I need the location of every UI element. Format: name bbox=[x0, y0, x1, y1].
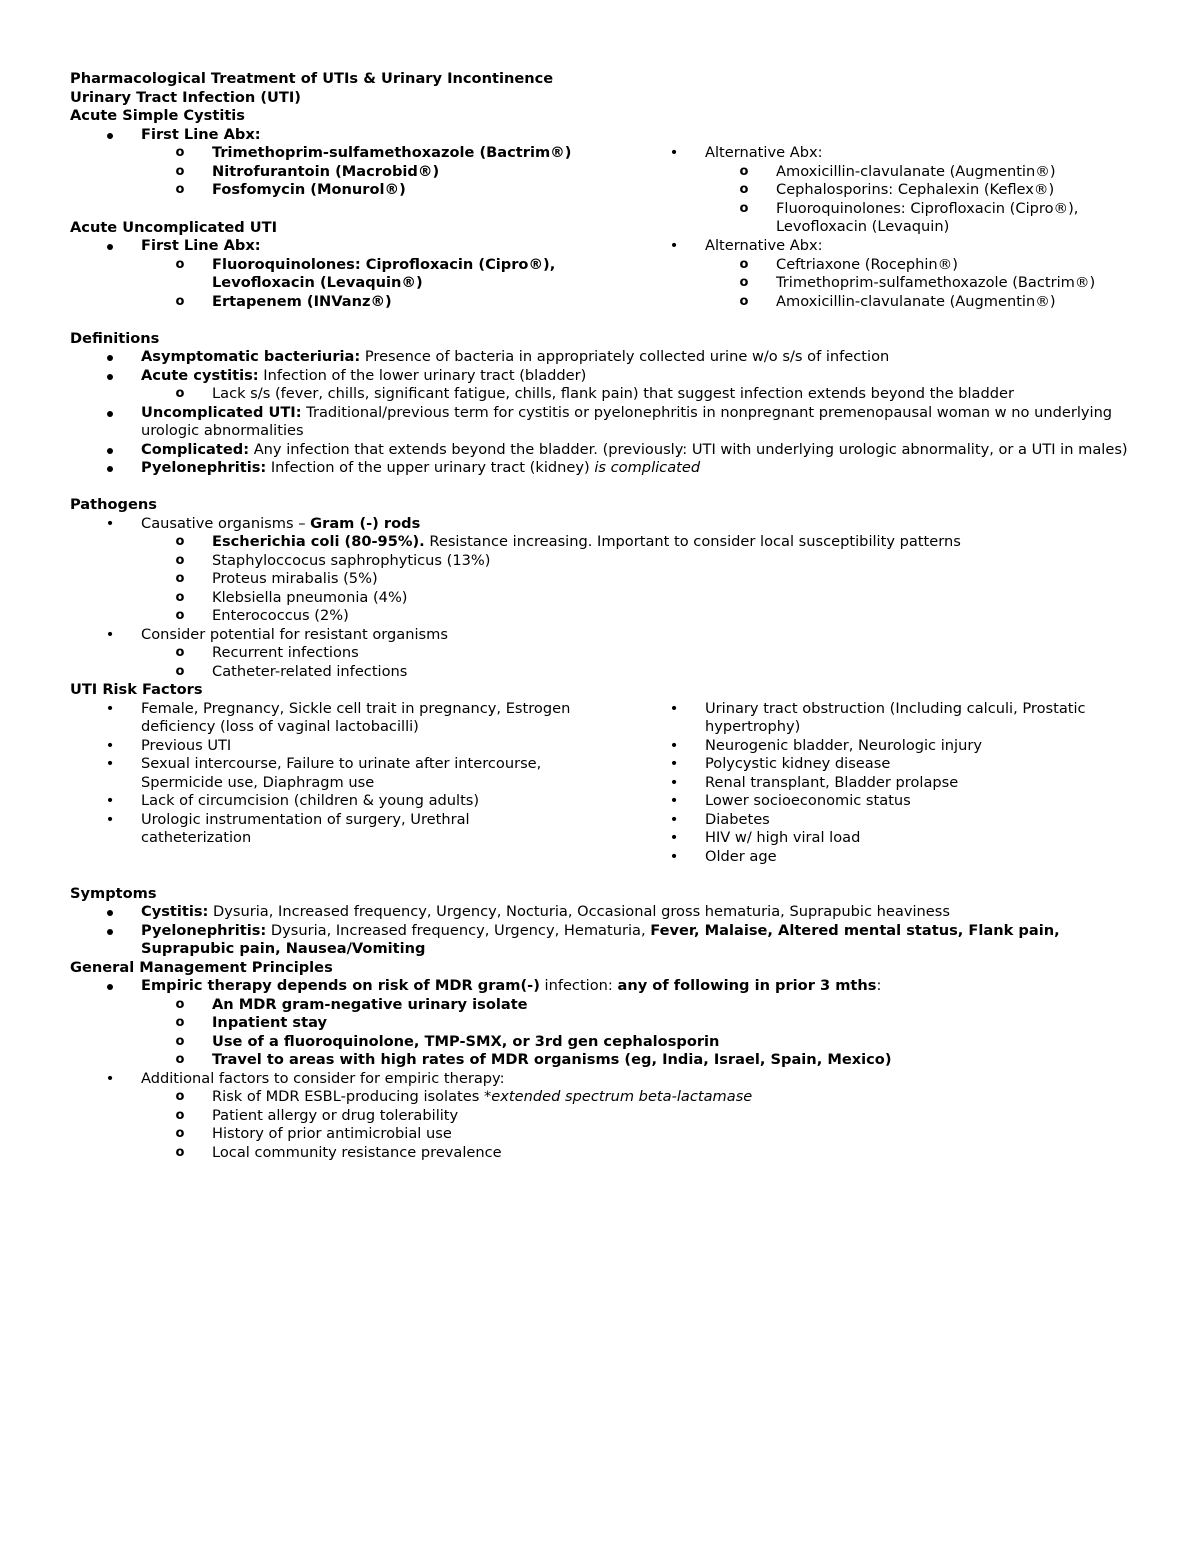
bullet-icon: • bbox=[669, 773, 679, 791]
bullet-icon bbox=[104, 903, 116, 922]
sub-bullet-icon: o bbox=[175, 1015, 185, 1030]
list-item: o History of prior antimicrobial use bbox=[175, 1125, 452, 1142]
definitions-list bbox=[70, 348, 1130, 478]
list-item: • Previous UTI bbox=[105, 736, 232, 754]
list-item: o Klebsiella pneumonia (4%) bbox=[175, 588, 408, 606]
management-list bbox=[70, 977, 1130, 1162]
list-item: o Risk of MDR ESBL-producing isolates *extended spectrum beta-lactamase bbox=[175, 1088, 753, 1105]
list-item: Cystitis: Dysuria, Increased frequency, Urgency, Nocturia, Occasional gross hematuria, Suprapubic heaviness bbox=[70, 903, 1130, 922]
list-item: o Ceftriaxone (Rocephin®) bbox=[739, 255, 958, 273]
list-item: • Urinary tract obstruction (Including calculi, Prostatic hypertrophy) bbox=[669, 699, 1086, 735]
list-item: o Recurrent infections bbox=[175, 644, 359, 661]
sub-bullet-icon: o bbox=[739, 293, 749, 309]
bullet-icon: • bbox=[105, 736, 115, 754]
list-item: o Trimethoprim-sulfamethoxazole (Bactrim®) bbox=[739, 274, 1096, 291]
management-heading: General Management Principles bbox=[70, 958, 333, 976]
list-item: o Enterococcus (2%) bbox=[175, 607, 349, 624]
list-item: • Lack of circumcision (children & young adults) bbox=[105, 792, 480, 809]
risk-factors-heading: UTI Risk Factors bbox=[70, 681, 203, 698]
bullet-icon: • bbox=[669, 810, 679, 828]
sub-bullet-icon: o bbox=[739, 275, 749, 290]
bullet-icon bbox=[104, 441, 116, 460]
simple-cystitis-alternative bbox=[634, 126, 1130, 237]
list-item: o Local community resistance prevalence bbox=[175, 1143, 502, 1161]
list-item: Uncomplicated UTI: Traditional/previous term for cystitis or pyelonephritis in nonpregnant premenopausal woman w no underlying urologic abnormalities bbox=[70, 404, 1130, 441]
list-item: o Use of a fluoroquinolone, TMP-SMX, or 3rd gen cephalosporin bbox=[175, 1032, 720, 1050]
bullet-icon: • bbox=[669, 829, 679, 846]
bullet-icon bbox=[104, 348, 116, 367]
list-item: • HIV w/ high viral load bbox=[669, 829, 861, 846]
list-item: Pyelonephritis: Infection of the upper urinary tract (kidney) is complicated bbox=[70, 459, 1130, 478]
uti-heading: Urinary Tract Infection (UTI) bbox=[70, 88, 301, 106]
list-item: • Diabetes bbox=[669, 810, 770, 828]
document-page bbox=[70, 70, 1130, 1162]
bullet-icon bbox=[104, 977, 116, 996]
list-item: o Trimethoprim-sulfamethoxazole (Bactrim®) bbox=[175, 144, 572, 161]
sub-bullet-icon: o bbox=[175, 1144, 185, 1160]
sub-bullet-icon: o bbox=[175, 145, 185, 160]
symptoms-heading: Symptoms bbox=[70, 884, 157, 902]
list-item: o Catheter-related infections bbox=[175, 662, 408, 680]
sub-bullet-icon: o bbox=[739, 200, 749, 216]
bullet-icon bbox=[104, 459, 116, 478]
pathogens-heading: Pathogens bbox=[70, 496, 157, 513]
list-item: • Urologic instrumentation of surgery, Urethral catheterization bbox=[105, 810, 470, 846]
sub-bullet-icon: o bbox=[175, 182, 185, 197]
list-item: o Fosfomycin (Monurol®) bbox=[175, 181, 406, 198]
sub-bullet-icon: o bbox=[175, 645, 185, 660]
bullet-icon: • bbox=[669, 144, 679, 161]
risk-factors-right bbox=[634, 700, 1130, 867]
uncomplicated-columns bbox=[70, 237, 1130, 311]
bullet-icon: • bbox=[105, 514, 115, 532]
list-item: Acute cystitis: Infection of the lower urinary tract (bladder) bbox=[70, 367, 1130, 386]
list-item: Empiric therapy depends on risk of MDR gram(-) infection: any of following in prior 3 mths: bbox=[70, 977, 1130, 996]
sub-bullet-icon: o bbox=[175, 552, 185, 568]
sub-bullet-icon: o bbox=[175, 1126, 185, 1141]
list-item: o Escherichia coli (80-95%). Resistance increasing. Important to consider local susceptibility patterns bbox=[175, 533, 961, 550]
list-item: First Line Abx: bbox=[70, 126, 634, 145]
list-item: • Polycystic kidney disease bbox=[669, 755, 891, 772]
list-item: o Fluoroquinolones: Ciprofloxacin (Cipro®), Levofloxacin (Levaquin®) bbox=[175, 255, 556, 291]
list-item: o Patient allergy or drug tolerability bbox=[175, 1106, 459, 1124]
list-item: • Sexual intercourse, Failure to urinate after intercourse, Spermicide use, Diaphragm use bbox=[105, 755, 542, 791]
document-title: Pharmacological Treatment of UTIs & Urinary Incontinence bbox=[70, 70, 554, 87]
list-item: • Consider potential for resistant organisms bbox=[105, 625, 448, 643]
symptoms-list bbox=[70, 903, 1130, 959]
sub-bullet-icon: o bbox=[175, 1052, 185, 1067]
list-item: • Female, Pregnancy, Sickle cell trait in pregnancy, Estrogen deficiency (loss of vaginal lactobacilli) bbox=[105, 699, 571, 735]
sub-bullet-icon: o bbox=[175, 293, 185, 309]
sub-bullet-icon: o bbox=[175, 163, 185, 179]
list-item: o Fluoroquinolones: Ciprofloxacin (Cipro®), Levofloxacin (Levaquin) bbox=[739, 199, 1079, 235]
list-item: • Additional factors to consider for empiric therapy: bbox=[105, 1069, 505, 1087]
sub-bullet-icon: o bbox=[175, 996, 185, 1012]
list-item: o Staphyloccocus saphrophyticus (13%) bbox=[175, 551, 491, 569]
list-item: o An MDR gram-negative urinary isolate bbox=[175, 995, 528, 1013]
sub-bullet-icon: o bbox=[175, 1033, 185, 1049]
sub-bullet-icon: o bbox=[175, 608, 185, 623]
simple-cystitis-heading: Acute Simple Cystitis bbox=[70, 107, 245, 124]
list-item: • Neurogenic bladder, Neurologic injury bbox=[669, 736, 982, 754]
uncomplicated-alternative bbox=[634, 237, 1130, 311]
sub-bullet-icon: o bbox=[175, 1107, 185, 1123]
list-item: o Amoxicillin-clavulanate (Augmentin®) bbox=[739, 162, 1056, 180]
sub-bullet-icon: o bbox=[175, 589, 185, 605]
list-item: o Cephalosporins: Cephalexin (Keflex®) bbox=[739, 181, 1055, 198]
bullet-icon: • bbox=[669, 755, 679, 772]
list-item: o Ertapenem (INVanz®) bbox=[175, 292, 392, 310]
bullet-icon bbox=[104, 922, 116, 941]
bullet-icon: • bbox=[669, 736, 679, 754]
bullet-icon: • bbox=[105, 810, 115, 828]
bullet-icon bbox=[104, 237, 116, 256]
uncomplicated-heading: Acute Uncomplicated UTI bbox=[70, 218, 277, 236]
sub-bullet-icon: o bbox=[175, 1089, 185, 1104]
list-item: o Travel to areas with high rates of MDR organisms (eg, India, Israel, Spain, Mexico) bbox=[175, 1051, 892, 1068]
bullet-icon bbox=[104, 367, 116, 386]
bullet-icon: • bbox=[105, 625, 115, 643]
sub-bullet-icon: o bbox=[175, 571, 185, 586]
pathogens-list bbox=[70, 515, 1130, 682]
bullet-icon: • bbox=[669, 792, 679, 809]
bullet-icon: • bbox=[669, 847, 679, 865]
bullet-icon bbox=[104, 404, 116, 423]
list-item: • Older age bbox=[669, 847, 777, 865]
bullet-icon: • bbox=[105, 1069, 115, 1087]
list-item: First Line Abx: bbox=[70, 237, 634, 256]
sub-bullet-icon: o bbox=[739, 182, 749, 197]
list-item: • Causative organisms – Gram (-) rods bbox=[105, 514, 421, 532]
list-item: o Amoxicillin-clavulanate (Augmentin®) bbox=[739, 292, 1056, 310]
sub-bullet-icon: o bbox=[175, 256, 185, 272]
list-item: Complicated: Any infection that extends beyond the bladder. (previously: UTI with underlying urologic abnormality, or a UTI in males) bbox=[70, 441, 1130, 460]
bullet-icon: • bbox=[105, 792, 115, 809]
list-item: o Inpatient stay bbox=[175, 1014, 328, 1031]
list-item: o Proteus mirabalis (5%) bbox=[175, 570, 378, 587]
sub-bullet-icon: o bbox=[175, 534, 185, 549]
sub-bullet-icon: o bbox=[175, 663, 185, 679]
sub-bullet-icon: o bbox=[739, 163, 749, 179]
list-item: • Alternative Abx: bbox=[669, 237, 823, 254]
list-item: • Lower socioeconomic status bbox=[669, 792, 911, 809]
list-item: o Nitrofurantoin (Macrobid®) bbox=[175, 162, 440, 180]
bullet-icon: • bbox=[669, 237, 679, 254]
list-item: • Renal transplant, Bladder prolapse bbox=[669, 773, 959, 791]
list-item: • Alternative Abx: bbox=[669, 144, 823, 161]
bullet-icon bbox=[104, 126, 116, 145]
risk-factors-columns bbox=[70, 700, 1130, 867]
list-item: o Lack s/s (fever, chills, significant fatigue, chills, flank pain) that suggest infection extends beyond the bladder bbox=[175, 385, 1014, 402]
risk-factors-left bbox=[70, 700, 634, 867]
definitions-heading: Definitions bbox=[70, 329, 160, 347]
list-item: Pyelonephritis: Dysuria, Increased frequency, Urgency, Hematuria, Fever, Malaise, Altered mental status, Flank pain, Suprapubic pain, Nausea/Vomiting bbox=[70, 922, 1130, 959]
bullet-icon: • bbox=[669, 699, 679, 717]
sub-bullet-icon: o bbox=[739, 256, 749, 272]
bullet-icon: • bbox=[105, 755, 115, 772]
bullet-icon: • bbox=[105, 699, 115, 717]
list-item: Asymptomatic bacteriuria: Presence of bacteria in appropriately collected urine w/o s/s of infection bbox=[70, 348, 1130, 367]
uncomplicated-first-line bbox=[70, 237, 634, 311]
sub-bullet-icon: o bbox=[175, 386, 185, 401]
